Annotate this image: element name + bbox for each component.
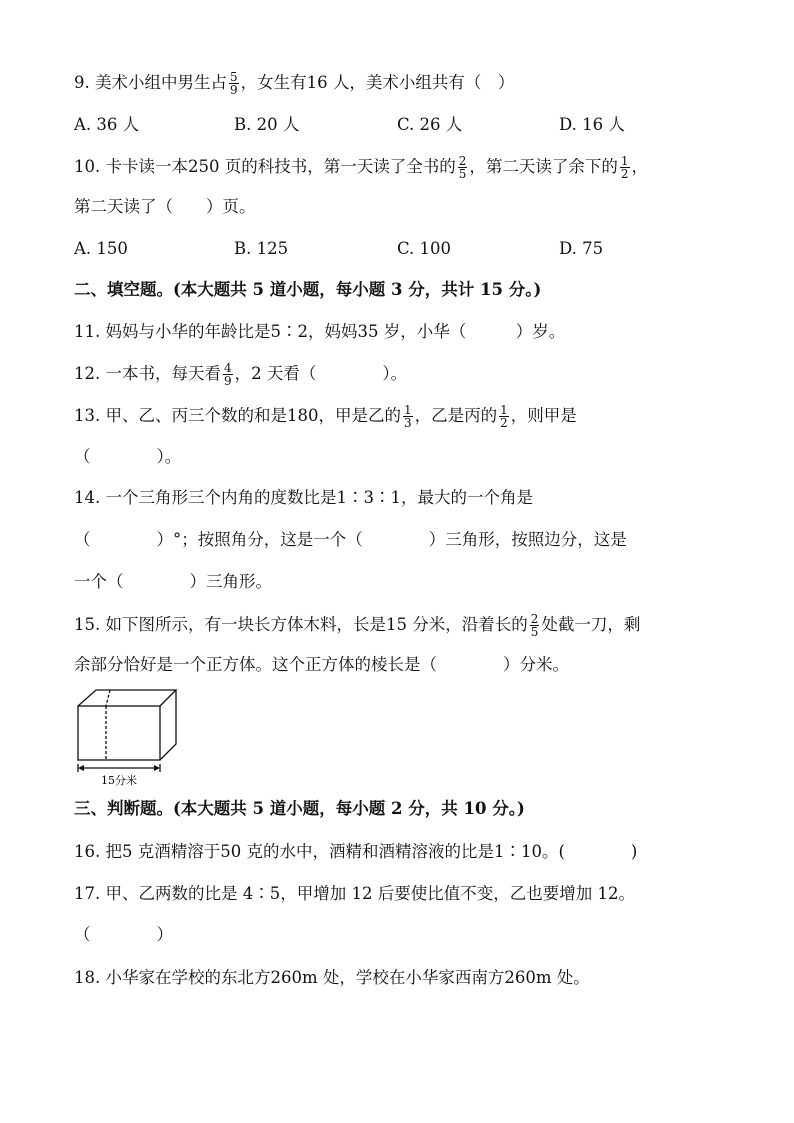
cut-line-top	[106, 690, 110, 706]
question-10	[74, 155, 648, 180]
q9-option-b[interactable]: B. 20 人	[234, 115, 300, 134]
q12-fraction	[223, 362, 233, 387]
q13-text-pre: 13. 甲、乙、丙三个数的和是180，甲是乙的	[74, 406, 401, 425]
q9-frac-den: 9	[230, 83, 238, 97]
q9-option-d[interactable]: D. 16 人	[559, 115, 625, 134]
q10-option-a[interactable]: A. 150	[74, 239, 128, 258]
q13-text-mid: ，乙是丙的	[414, 406, 498, 425]
question-16: 16. 把5 克酒精溶于50 克的水中，酒精和酒精溶液的比是1∶10。( )	[74, 842, 638, 861]
q14-line-2: （ ）°；按照角分，这是一个（ ）三角形，按照边分，这是	[74, 530, 627, 549]
q13-frac2-den: 2	[500, 416, 508, 430]
q10-frac1-num: 2	[458, 154, 467, 168]
q10-text-mid: ，第二天读了余下的	[469, 157, 618, 176]
question-13	[74, 404, 577, 429]
question-12	[74, 362, 407, 387]
q10-frac2-den: 2	[620, 167, 629, 181]
q13-text-post: ，则甲是	[510, 406, 577, 425]
cuboid-top-face	[78, 690, 176, 706]
q13-frac1-num: 1	[403, 403, 412, 417]
q9-option-c[interactable]: C. 26 人	[397, 115, 463, 134]
q9-text-post: ，女生有16 人，美术小组共有（ ）	[240, 73, 515, 92]
q10-frac1-den: 5	[458, 167, 467, 181]
q9-text-pre: 9. 美术小组中男生占	[74, 73, 227, 92]
question-9	[74, 71, 514, 96]
dimension-arrow-right	[154, 765, 160, 771]
q10-option-d[interactable]: D. 75	[559, 239, 604, 258]
q9-frac-num: 5	[230, 70, 238, 84]
q13-frac2-num: 1	[500, 403, 508, 417]
cuboid-front-face	[78, 706, 160, 760]
q10-option-b[interactable]: B. 125	[234, 239, 289, 258]
q12-text-post: ，2 天看（ ）。	[234, 364, 408, 383]
q13-frac1-den: 3	[403, 416, 412, 430]
q10-frac2-num: 1	[620, 154, 629, 168]
question-15	[74, 613, 640, 638]
question-11: 11. 妈妈与小华的年龄比是5∶2，妈妈35 岁，小华（ ）岁。	[74, 322, 566, 341]
question-14: 14. 一个三角形三个内角的度数比是1∶3∶1，最大的一个角是	[74, 488, 533, 507]
section-2-heading: 二、填空题。(本大题共 5 道小题，每小题 3 分，共计 15 分。)	[74, 280, 542, 299]
q14-line-3: 一个（ ）三角形。	[74, 572, 272, 591]
dimension-arrow-left	[78, 765, 84, 771]
q15-frac-num: 2	[530, 612, 539, 626]
question-17: 17. 甲、乙两数的比是 4∶5，甲增加 12 后要使比值不变，乙也要增加 12。	[74, 884, 635, 903]
q10-fraction-1	[458, 155, 468, 180]
q10-line-2: 第二天读了（ ）页。	[74, 197, 256, 216]
cuboid-side-face	[160, 690, 176, 760]
q10-text-post: ，	[631, 157, 649, 176]
q12-frac-num: 4	[224, 361, 232, 375]
cuboid-diagram	[74, 688, 184, 788]
q10-fraction-2	[620, 155, 630, 180]
q12-frac-den: 9	[224, 374, 232, 388]
q10-option-c[interactable]: C. 100	[397, 239, 452, 258]
q12-text-pre: 12. 一本书，每天看	[74, 364, 221, 383]
dimension-label: 15分米	[101, 774, 137, 787]
q9-option-a[interactable]: A. 36 人	[74, 115, 140, 134]
q17-line-2: （ ）	[74, 925, 173, 944]
question-18: 18. 小华家在学校的东北方260m 处，学校在小华家西南方260m 处。	[74, 968, 590, 987]
section-3-heading: 三、判断题。(本大题共 5 道小题，每小题 2 分，共 10 分。)	[74, 799, 525, 818]
q15-fraction	[530, 613, 540, 638]
q15-line-2: 余部分恰好是一个正方体。这个正方体的棱长是（ ）分米。	[74, 655, 569, 674]
q9-fraction	[229, 71, 239, 96]
q13-fraction-2	[499, 404, 509, 429]
q13-fraction-1	[403, 404, 413, 429]
q15-text-post: 处截一刀，剩	[541, 615, 641, 634]
q10-text-pre: 10. 卡卡读一本250 页的科技书，第一天读了全书的	[74, 157, 456, 176]
q15-frac-den: 5	[530, 625, 539, 639]
q15-text-pre: 15. 如下图所示，有一块长方体木料，长是15 分米，沿着长的	[74, 615, 528, 634]
q13-line-2: （ ）。	[74, 447, 182, 466]
